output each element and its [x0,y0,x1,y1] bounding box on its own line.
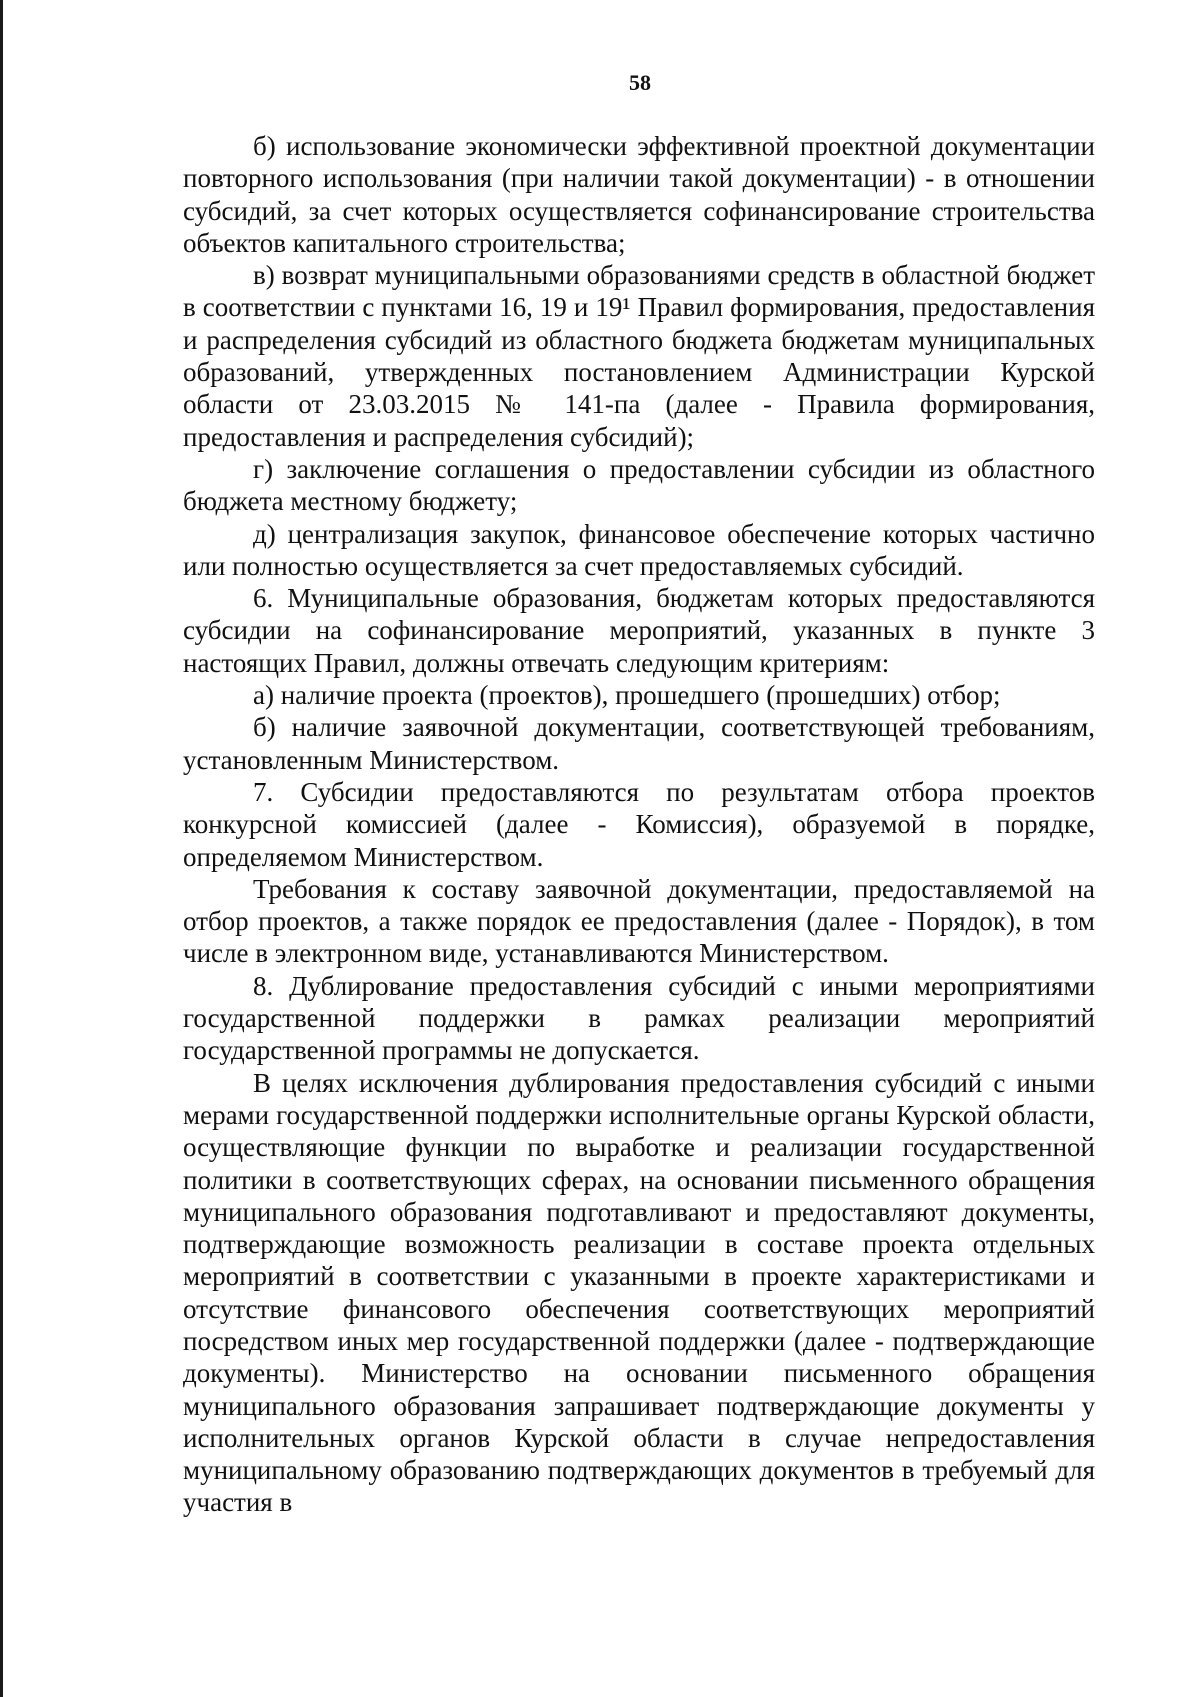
page-number: 58 [629,70,651,95]
paragraph-v-funds-return: в) возврат муниципальными образованиями средств в областной бюджет в соответствии с пунктами 16, 19 и 19¹ Правил формирования, предоставления и распределения субсидий из областного бюджета бюджетам муниципальных образований, утвержденных постановлением Администрации Курской области от 23.03.2015 № 141-па (далее - Правила формирования, предоставления и распределения субсидий); [183,260,1095,452]
paragraph-8-duplication: 8. Дублирование предоставления субсидий с иными мероприятиями государственной поддержки в рамках реализации мероприятий государственной программы не допускается. [183,970,1095,1066]
paragraph-7-selection: 7. Субсидии предоставляются по результатам отбора проектов конкурсной комиссией (далее - Комиссия), образуемой в порядке, определяемом Министерством. [183,776,1095,872]
paragraph-a-project-selected: а) наличие проекта (проектов), прошедшего (прошедших) отбор; [253,680,1001,711]
paragraph-b-project-documentation: б) использование экономически эффективной проектной документации повторного использования (при наличии такой документации) - в отношении субсидий, за счет которых осуществляется софинансирование строительства объектов капитального строительства; [183,131,1095,258]
document-body [183,130,1095,1519]
paragraph-d-procurement: д) централизация закупок, финансовое обеспечение которых частично или полностью осуществляется за счет предоставляемых субсидий. [183,518,1095,581]
paragraph-duplication-prevention: В целях исключения дублирования предоставления субсидий с иными мерами государственной поддержки исполнительные органы Курской области, осуществляющие функции по выработке и реализации государственной политики в соответствующих сферах, на основании письменного обращения муниципального образования подготавливают и предоставляют документы, подтверждающие возможность реализации в составе проекта отдельных мероприятий в соответствии с указанными в проекте характеристиками и отсутствие финансового обеспечения соответствующих мероприятий посредством иных мер государственной поддержки (далее - подтверждающие документы). Министерство на основании письменного обращения муниципального образования запрашивает подтверждающие документы у исполнительных органов Курской области в случае непредоставления муниципальному образованию подтверждающих документов в требуемый для участия в [183,1067,1095,1518]
paragraph-g-agreement: г) заключение соглашения о предоставлении субсидии из областного бюджета местному бюджету; [183,453,1095,517]
page-left-edge [0,0,3,1697]
paragraph-requirements: Требования к составу заявочной документации, предоставляемой на отбор проектов, а также порядок ее предоставления (далее - Порядок), в том числе в электронном виде, устанавливаются Министерством. [183,873,1095,969]
paragraph-6-criteria: 6. Муниципальные образования, бюджетам которых предоставляются субсидии на софинансирование мероприятий, указанных в пункте 3 настоящих Правил, должны отвечать следующим критериям: [183,583,1095,678]
paragraph-b-application-docs: б) наличие заявочной документации, соответствующей требованиям, установленным Министерством. [183,712,1095,775]
